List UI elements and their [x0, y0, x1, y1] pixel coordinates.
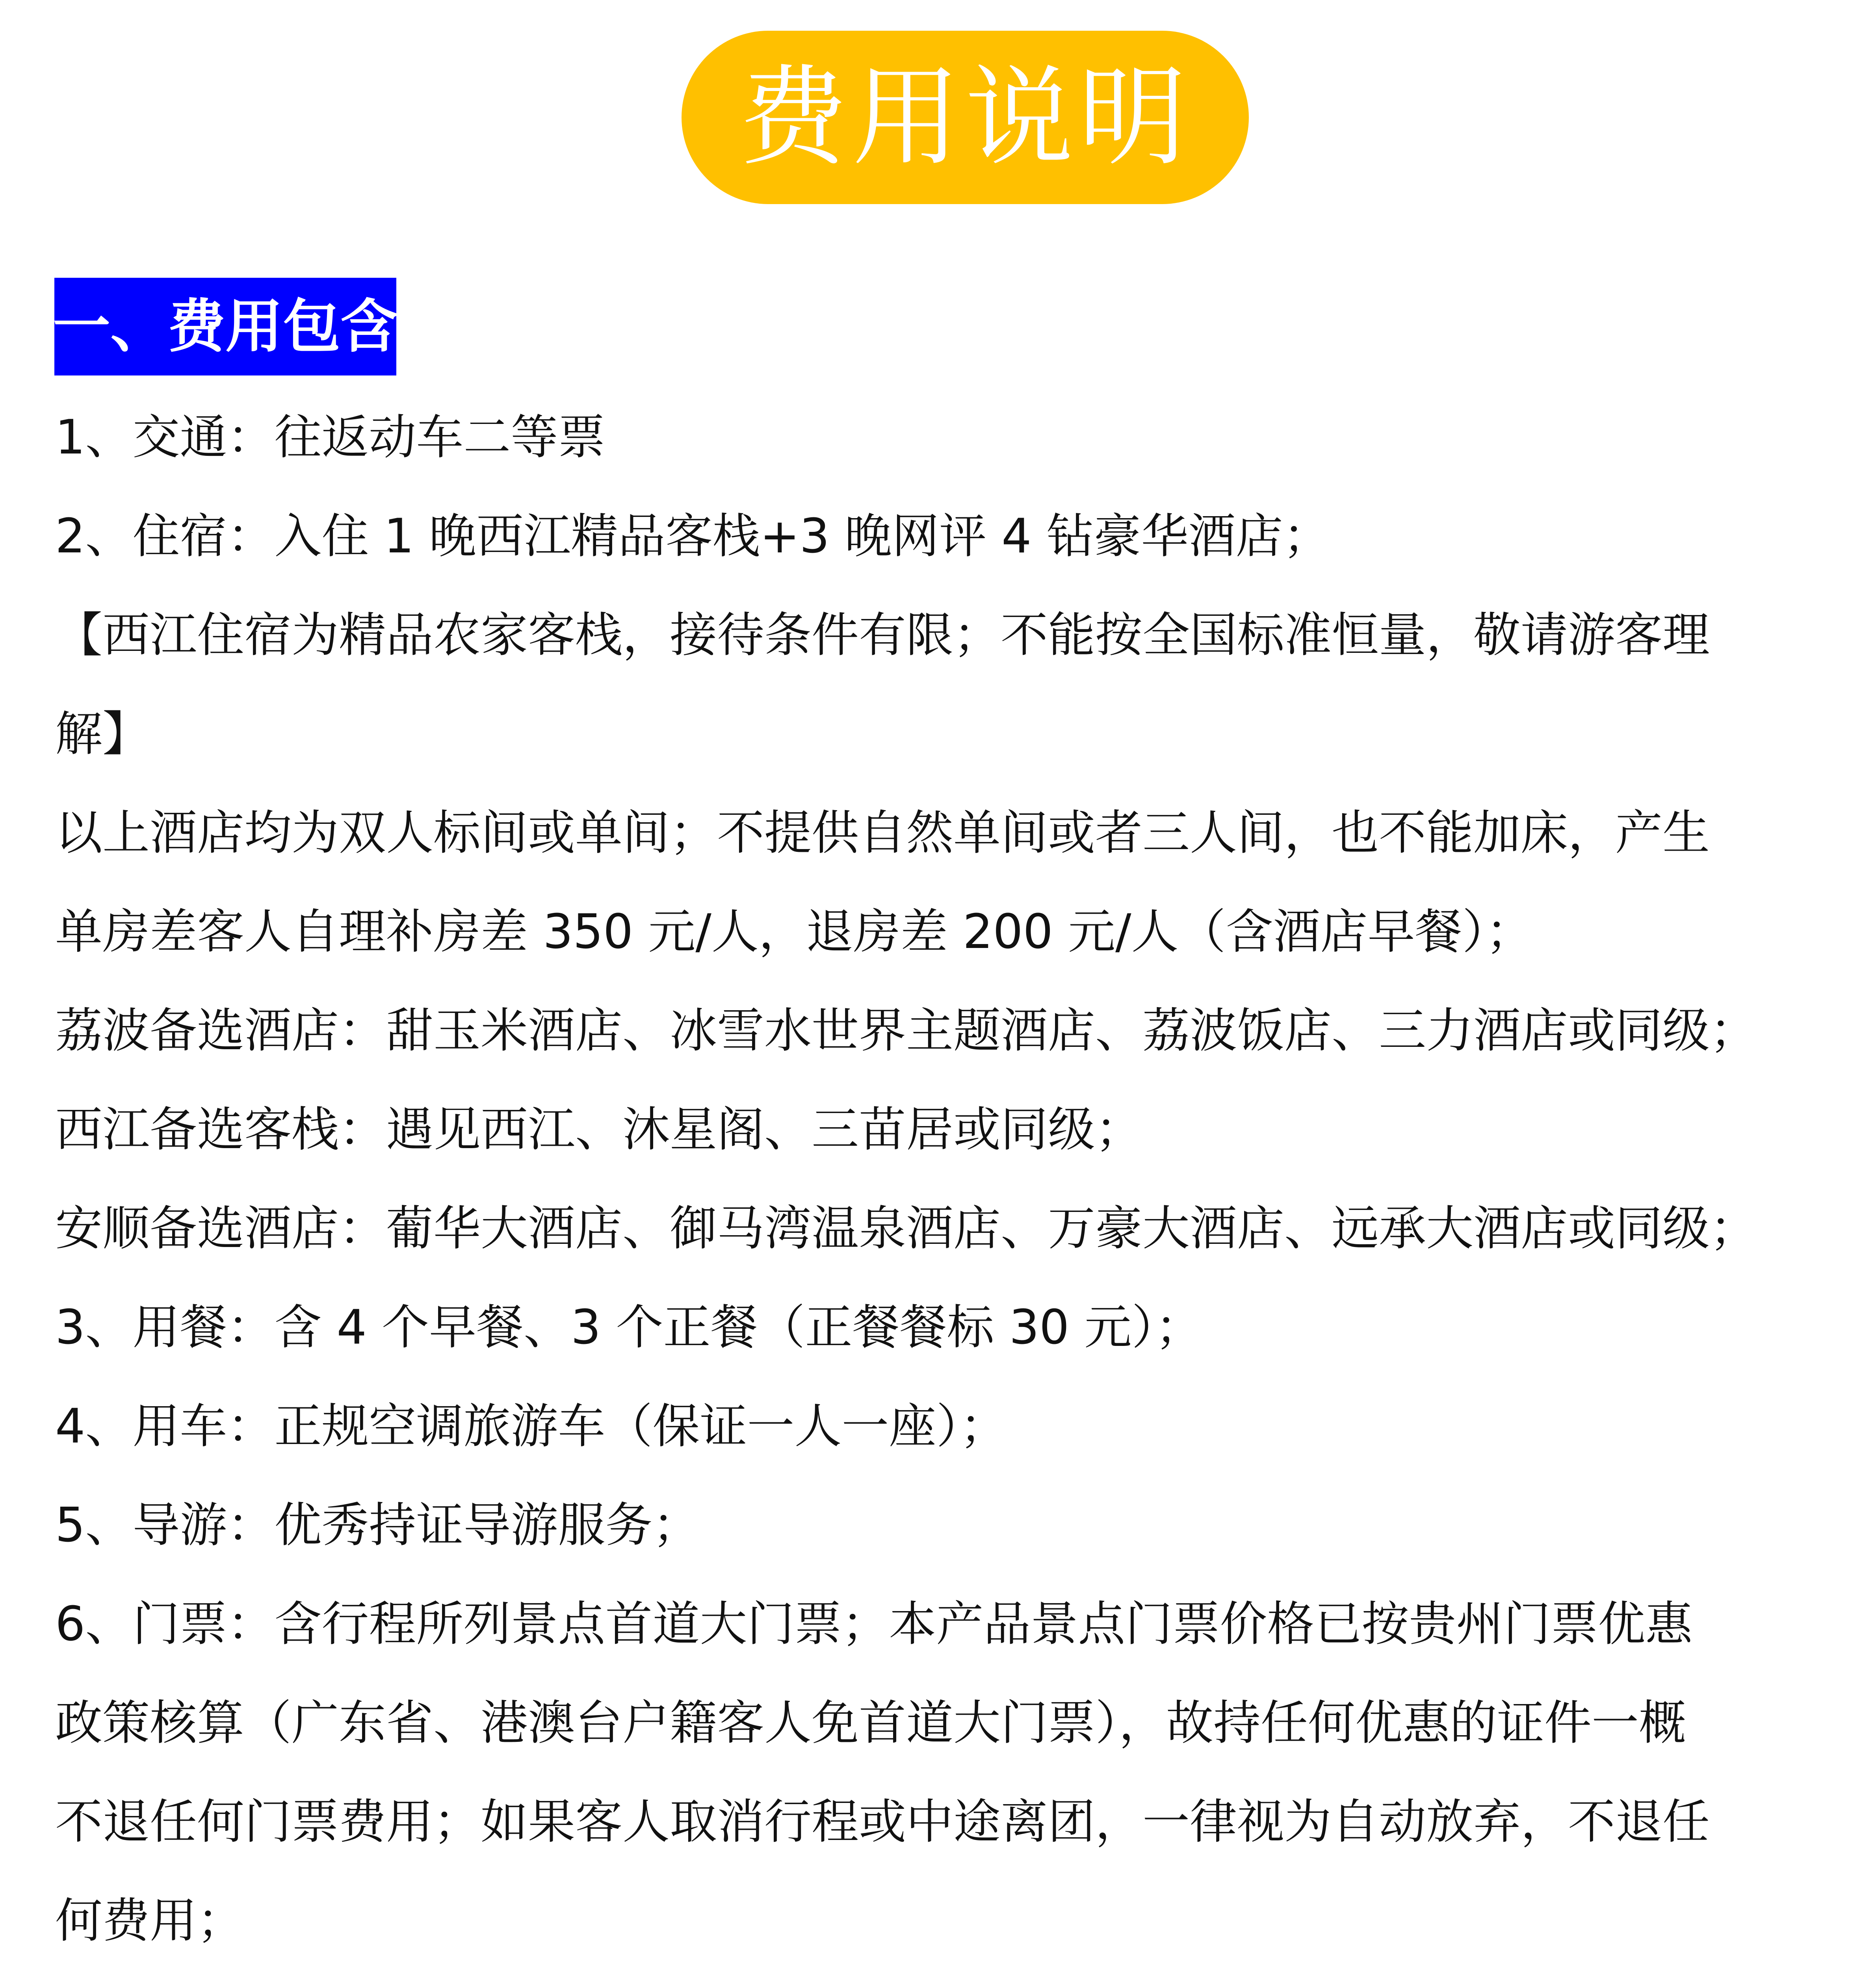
text-line: 5、导游：优秀持证导游服务； — [55, 1498, 700, 1553]
fee-details — [55, 388, 1824, 1970]
text-line: 不退任何门票费用；如果客人取消行程或中途离团，一律视为自动放弃，不退任 — [55, 1795, 1710, 1849]
section-heading-box — [54, 278, 396, 375]
text-line: 1、交通：往返动车二等票 — [55, 410, 606, 465]
section-heading: 一、费用包含 — [53, 293, 398, 360]
text-line: 何费用； — [55, 1894, 244, 1948]
title-banner — [682, 31, 1249, 204]
text-line: 解】 — [55, 707, 150, 762]
text-line: 荔波备选酒店：甜玉米酒店、冰雪水世界主题酒店、荔波饭店、三力酒店或同级； — [55, 1004, 1757, 1058]
text-line: 以上酒店均为双人标间或单间；不提供自然单间或者三人间，也不能加床，产生 — [55, 806, 1710, 860]
text-line: 政策核算（广东省、港澳台户籍客人免首道大门票），故持任何优惠的证件一概 — [55, 1696, 1686, 1751]
text-line: 4、用车：正规空调旅游车（保证一人一座）； — [55, 1399, 1007, 1454]
text-line: 单房差客人自理补房差 350 元/人，退房差 200 元/人（含酒店早餐）； — [55, 905, 1533, 959]
page-title: 费用说明 — [739, 54, 1191, 180]
text-line: 3、用餐：含 4 个早餐、3 个正餐（正餐餐标 30 元）； — [55, 1300, 1203, 1355]
text-line: 西江备选客栈：遇见西江、沐星阁、三苗居或同级； — [55, 1102, 1142, 1157]
text-line: 安顺备选酒店：葡华大酒店、御马湾温泉酒店、万豪大酒店、远承大酒店或同级； — [55, 1201, 1757, 1256]
text-line: 6、门票：含行程所列景点首道大门票；本产品景点门票价格已按贵州门票优惠 — [55, 1597, 1693, 1652]
text-line: 【西江住宿为精品农家客栈，接待条件有限；不能按全国标准恒量，敬请游客理 — [55, 608, 1710, 663]
text-line: 2、住宿：入住 1 晚西江精品客栈+3 晚网评 4 钻豪华酒店； — [55, 509, 1330, 564]
